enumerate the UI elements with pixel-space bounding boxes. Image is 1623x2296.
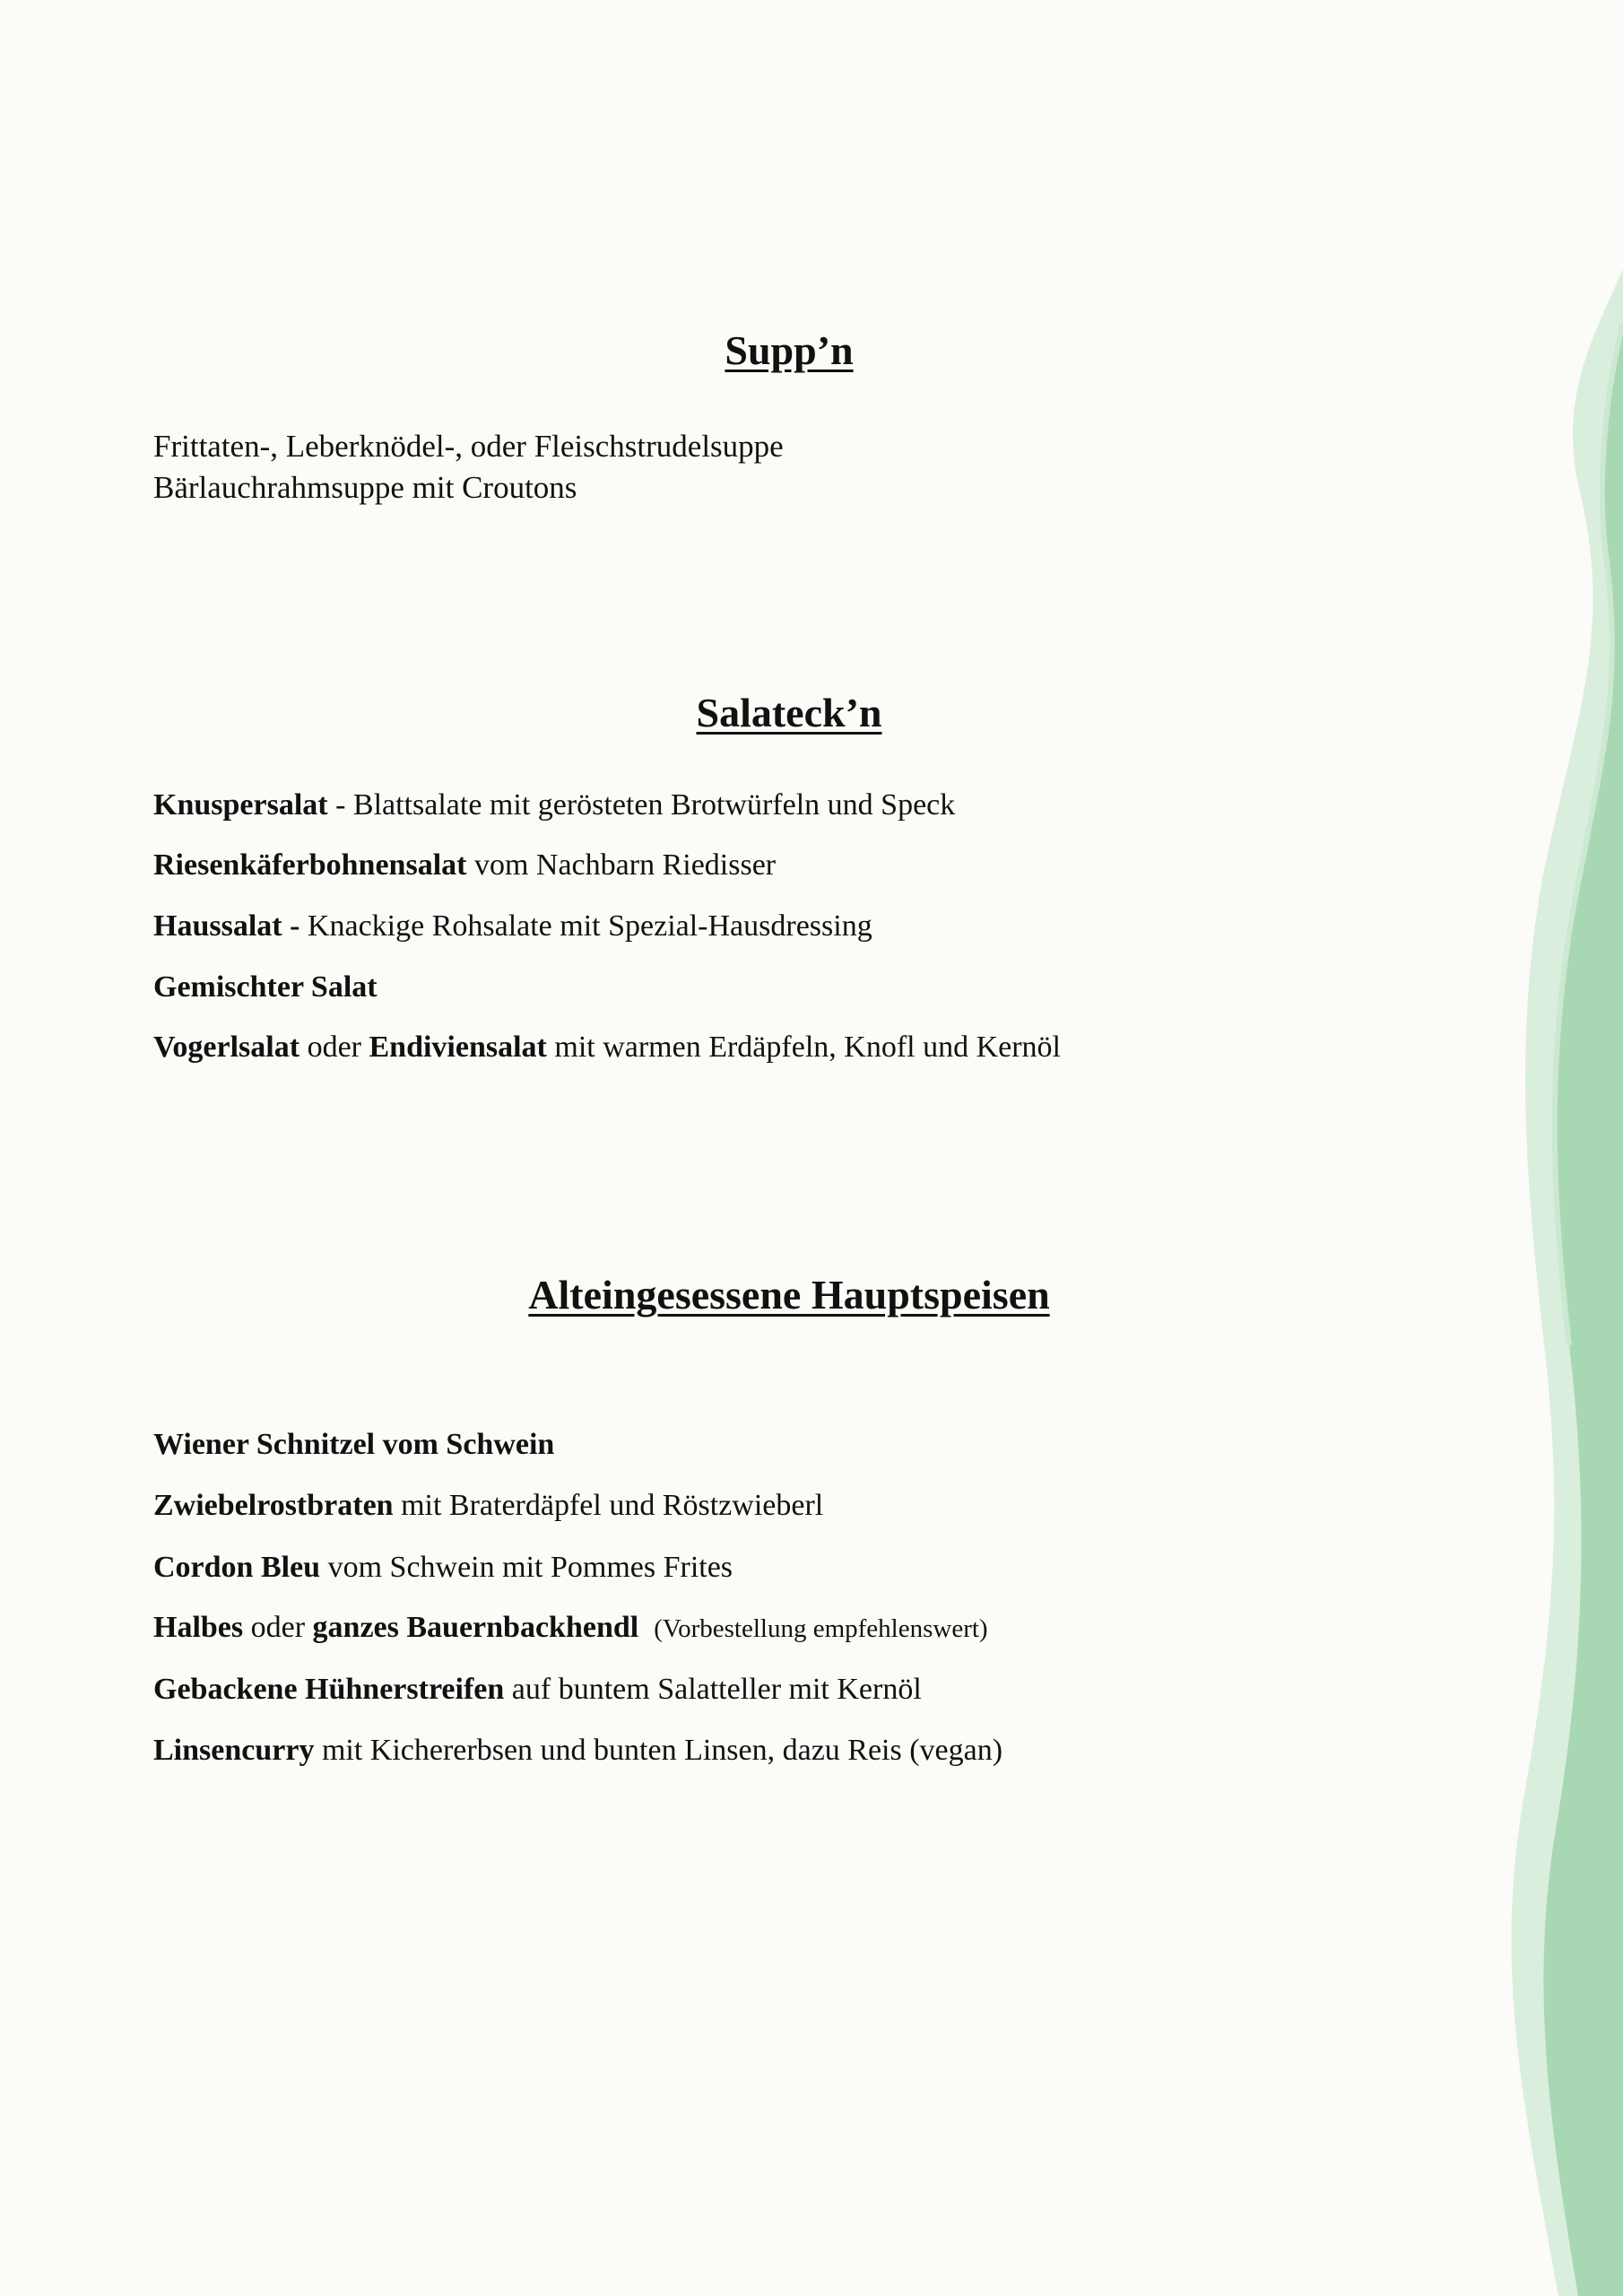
dish-name: Haussalat - — [153, 909, 300, 943]
dish-note: (Vorbestellung empfehlenswert) — [654, 1614, 988, 1643]
soup-item: Bärlauchrahmsuppe mit Croutons — [153, 470, 577, 505]
dish-description: mit warmen Erdäpfeln, Knofl und Kernöl — [546, 1031, 1061, 1064]
soup-item: Frittaten-, Leberknödel-, oder Fleischstrudelsuppe — [153, 429, 784, 464]
salad-item — [153, 848, 776, 883]
main-item — [153, 1673, 922, 1707]
salad-item — [153, 970, 378, 1004]
main-item — [153, 1611, 988, 1645]
dish-description: oder — [299, 1031, 369, 1064]
main-item — [153, 1551, 733, 1585]
dish-name: Linsencurry — [153, 1734, 315, 1767]
salads-heading: Salateck’n — [696, 690, 882, 735]
main-item — [153, 1428, 554, 1462]
dish-name: Gemischter Salat — [153, 970, 378, 1004]
dish-description: vom Nachbarn Riedisser — [466, 848, 777, 882]
dish-name: ganzes Bauernbackhendl — [312, 1611, 639, 1644]
soups-heading: Supp’n — [725, 327, 854, 373]
dish-name: Gebackene Hühnerstreifen — [153, 1673, 505, 1706]
dish-name: Endiviensalat — [369, 1031, 547, 1064]
dish-description: mit Braterdäpfel und Röstzwieberl — [393, 1489, 824, 1522]
salad-item — [153, 1031, 1061, 1065]
salad-item — [153, 909, 872, 944]
dish-description: Knackige Rohsalate mit Spezial-Hausdressing — [299, 909, 872, 943]
dish-name: Zwiebelrostbraten — [153, 1489, 394, 1522]
dish-description: vom Schwein mit Pommes Frites — [320, 1551, 733, 1584]
dish-description: auf buntem Salatteller mit Kernöl — [504, 1673, 922, 1706]
dish-name: Wiener Schnitzel vom Schwein — [153, 1428, 555, 1461]
dish-name: Halbes — [153, 1611, 244, 1644]
dish-description: mit Kichererbsen und bunten Linsen, dazu Reis (vegan) — [314, 1734, 1003, 1767]
dish-description: - Blattsalate mit gerösteten Brotwürfeln und Speck — [327, 788, 956, 822]
main-item — [153, 1734, 1002, 1768]
dish-name: Cordon Bleu — [153, 1551, 321, 1584]
mains-heading: Alteingesessene Hauptspeisen — [528, 1272, 1050, 1318]
dish-name: Riesenkäferbohnensalat — [153, 848, 467, 882]
dish-name: Knuspersalat — [153, 788, 328, 822]
salad-item — [153, 788, 955, 822]
dish-description: oder — [243, 1611, 313, 1644]
dish-name: Vogerlsalat — [153, 1031, 300, 1064]
main-item — [153, 1489, 823, 1523]
